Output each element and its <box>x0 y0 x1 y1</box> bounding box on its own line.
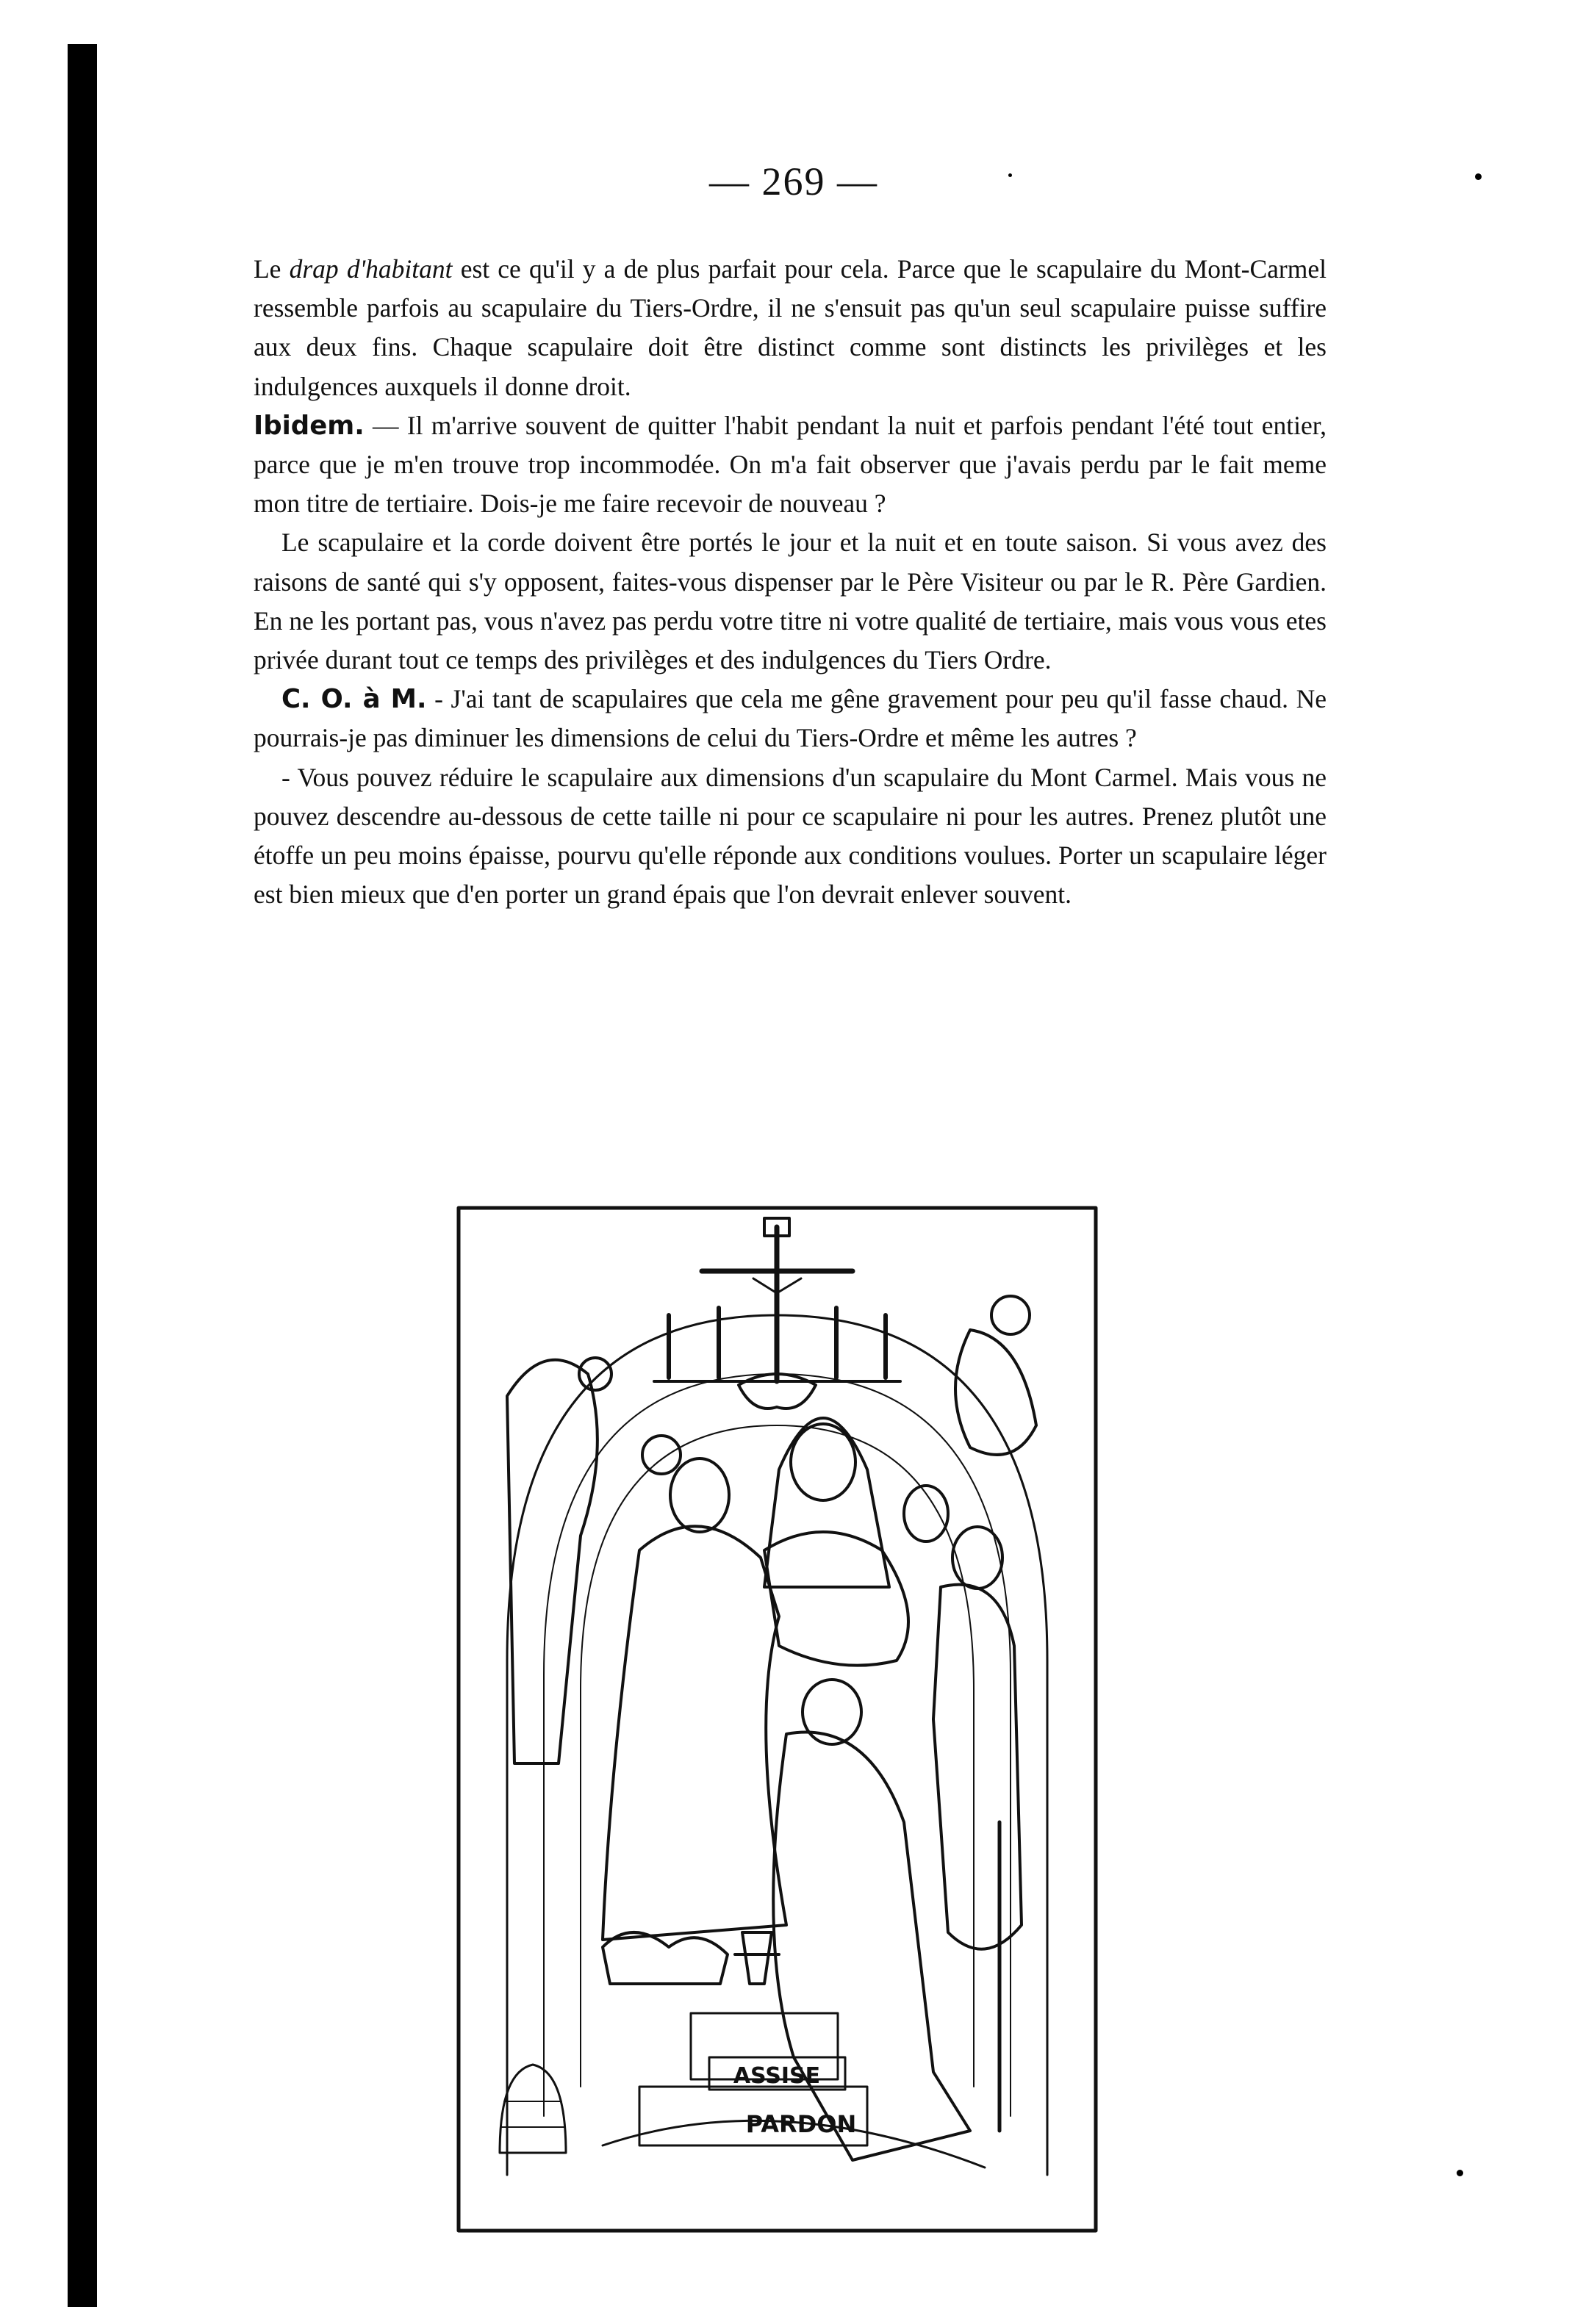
standing-saint <box>933 1585 1022 1949</box>
engraving-arch <box>507 1315 1047 2175</box>
paragraph-text: Le <box>254 254 290 284</box>
paragraph <box>254 406 1327 524</box>
religious-engraving <box>456 1205 1099 2234</box>
body-text <box>254 250 1327 914</box>
paragraph-text: - Vous pouvez réduire le scapulaire aux dimensions d'un scapulaire du Mont Carmel. Mais vous ne pouvez descendre au-dessous de cette taille ni pour ce scapulaire ni pour les autres. Prenez plutôt une étoffe un peu moins épaisse, pourvu qu'elle réponde aux conditions voulues. Porter un scapulaire léger est bien mieux que d'en porter un grand épais que l'on devrait enlever souvent. <box>254 762 1327 910</box>
paragraph-text: — Il m'arrive souvent de quitter l'habit pendant la nuit et parfois pendant l'été tout entier, parce que je m'en trouve trop incommodée. On m'a fait observer que j'avais perdu par le fait meme mon titre de tertiaire. Dois-je me faire recevoir de nouveau ? <box>254 410 1327 519</box>
paragraph <box>254 680 1327 758</box>
figure-left <box>507 1360 597 1763</box>
paragraph-text: Le scapulaire et la corde doivent être portés le jour et la nuit et en toute saison. Si vous avez des raisons de santé qui s'y opposent, faites-vous dispenser par le Père Visiteur ou par le R. Père Gardien. En ne les portant pas, vous n'avez pas perdu votre titre ni votre qualité de tertiaire, mais vous vous etes privée durant tout ce temps des privilèges et des indulgences du Tiers Ordre. <box>254 528 1327 675</box>
plate-arc-text: PARDON <box>745 2110 857 2138</box>
emphasis-text: drap d'habitant <box>289 254 453 284</box>
cherub-head <box>579 1358 611 1390</box>
beehive-icon <box>500 2065 566 2153</box>
question-source-label: C. O. à M. <box>281 684 427 715</box>
cloud-bank <box>603 1932 728 1984</box>
kneeling-francis <box>773 1733 970 2161</box>
paragraph-text: est ce qu'il y a de plus parfait pour cela. Parce que le scapulaire du Mont-Carmel ressemble parfois au scapulaire du Tiers-Ordre, il ne s'ensuit pas qu'un seul scapulaire puisse suffire aux deux fins. Chaque scapulaire doit être distinct comme sont distincts les privilèges et les indulgences auxquels il donne droit. <box>254 254 1327 401</box>
cherub-head <box>991 1296 1030 1334</box>
scan-speck <box>1475 173 1482 180</box>
seated-virgin <box>764 1532 908 1666</box>
page-number: — 269 — <box>709 159 878 204</box>
scan-speck <box>1457 2170 1463 2176</box>
plate-banner-text: ASSISE <box>733 2063 821 2089</box>
paragraph <box>254 523 1327 680</box>
cherub-head <box>642 1436 681 1474</box>
question-source-label: Ibidem. <box>254 410 365 441</box>
paragraph <box>254 758 1327 915</box>
scan-binding-edge <box>68 44 97 2307</box>
seated-christ <box>603 1526 786 1940</box>
paragraph-text: - J'ai tant de scapulaires que cela me gêne gravement pour peu qu'il fasse chaud. Ne pourrais-je pas diminuer les dimensions de celui du Tiers-Ordre et même les autres ? <box>254 684 1327 753</box>
scan-speck <box>1008 173 1012 177</box>
paragraph <box>254 250 1327 406</box>
crucifix-icon <box>702 1218 853 1381</box>
angel-figure <box>955 1330 1036 1455</box>
